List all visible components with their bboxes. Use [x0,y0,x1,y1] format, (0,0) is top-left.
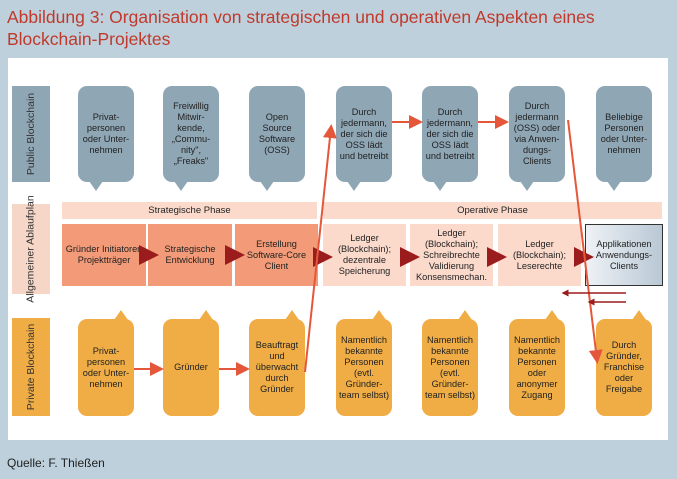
public-bubble-1-text: Privat-personen oder Unter-nehmen [82,112,130,155]
figure-title: Abbildung 3: Organisation von strategischen und operativen Aspekten eines Blockchain-Projektes [7,7,595,49]
diagonal-down-arrow [568,120,597,360]
process-step-5-text: Ledger (Blockchain); Schreibrechte Validierung Konsensmechan. [416,227,487,282]
operative-phase-label: Operative Phase [457,205,528,216]
diagonal-up-arrow [305,128,331,372]
public-bubble-7-text: Beliebige Personen oder Unter-nehmen [600,112,648,155]
public-bubble-6-text: Durch jedermann (OSS) oder via Anwen-dungs-Clients [513,101,561,166]
private-bubble-5-text: Namentlich bekannte Personen (evtl. Gründer-team selbst) [424,334,476,400]
public-bubble-5-text: Durch jedermann, der sich die OSS lädt und betreibt [425,106,475,161]
process-step-6-text: Ledger (Blockchain); Leserechte [512,238,567,271]
process-step-4-text: Ledger (Blockchain); dezentrale Speicherung [337,233,392,276]
private-bubble-2-text: Gründer [174,362,208,372]
private-bubble-6-text: Namentlich bekannte Personen oder anonymer Zugang [514,334,560,400]
private-bubble-3-text: Beauftragt und überwacht durch Gründer [255,340,299,394]
strategic-phase-label: Strategische Phase [148,205,231,216]
row-label-public-text: Public Blockchain [25,92,38,176]
public-bubble-2-text: Freiwillig Mitwir-kende, „Commu-nity", „Freaks" [171,101,211,166]
private-bubble-4-text: Namentlich bekannte Personen (evtl. Gründer-team selbst) [338,334,390,400]
public-bubble-3-text: Open Source Software (OSS) [258,112,296,155]
row-label-private-text: Private Blockchain [25,323,37,411]
process-step-7-text: Applikationen Anwendungs-Clients [595,238,653,271]
private-bubble-1-text: Privat-personen oder Unter-nehmen [82,345,130,389]
process-step-1-text: Gründer Initiatoren Projektträger [65,244,143,265]
private-bubble-7-text: Durch Gründer, Franchise oder Freigabe [603,340,645,394]
process-step-3-text: Erstellung Software-Core Client [246,238,307,271]
public-bubble-4-text: Durch jedermann, der sich die OSS lädt und betreibt [339,106,389,161]
source-caption: Quelle: F. Thießen [7,456,105,470]
row-label-general-text: Allgemeiner Ablaufplan [25,195,37,303]
process-step-2-text: Strategische Entwicklung [164,244,216,265]
